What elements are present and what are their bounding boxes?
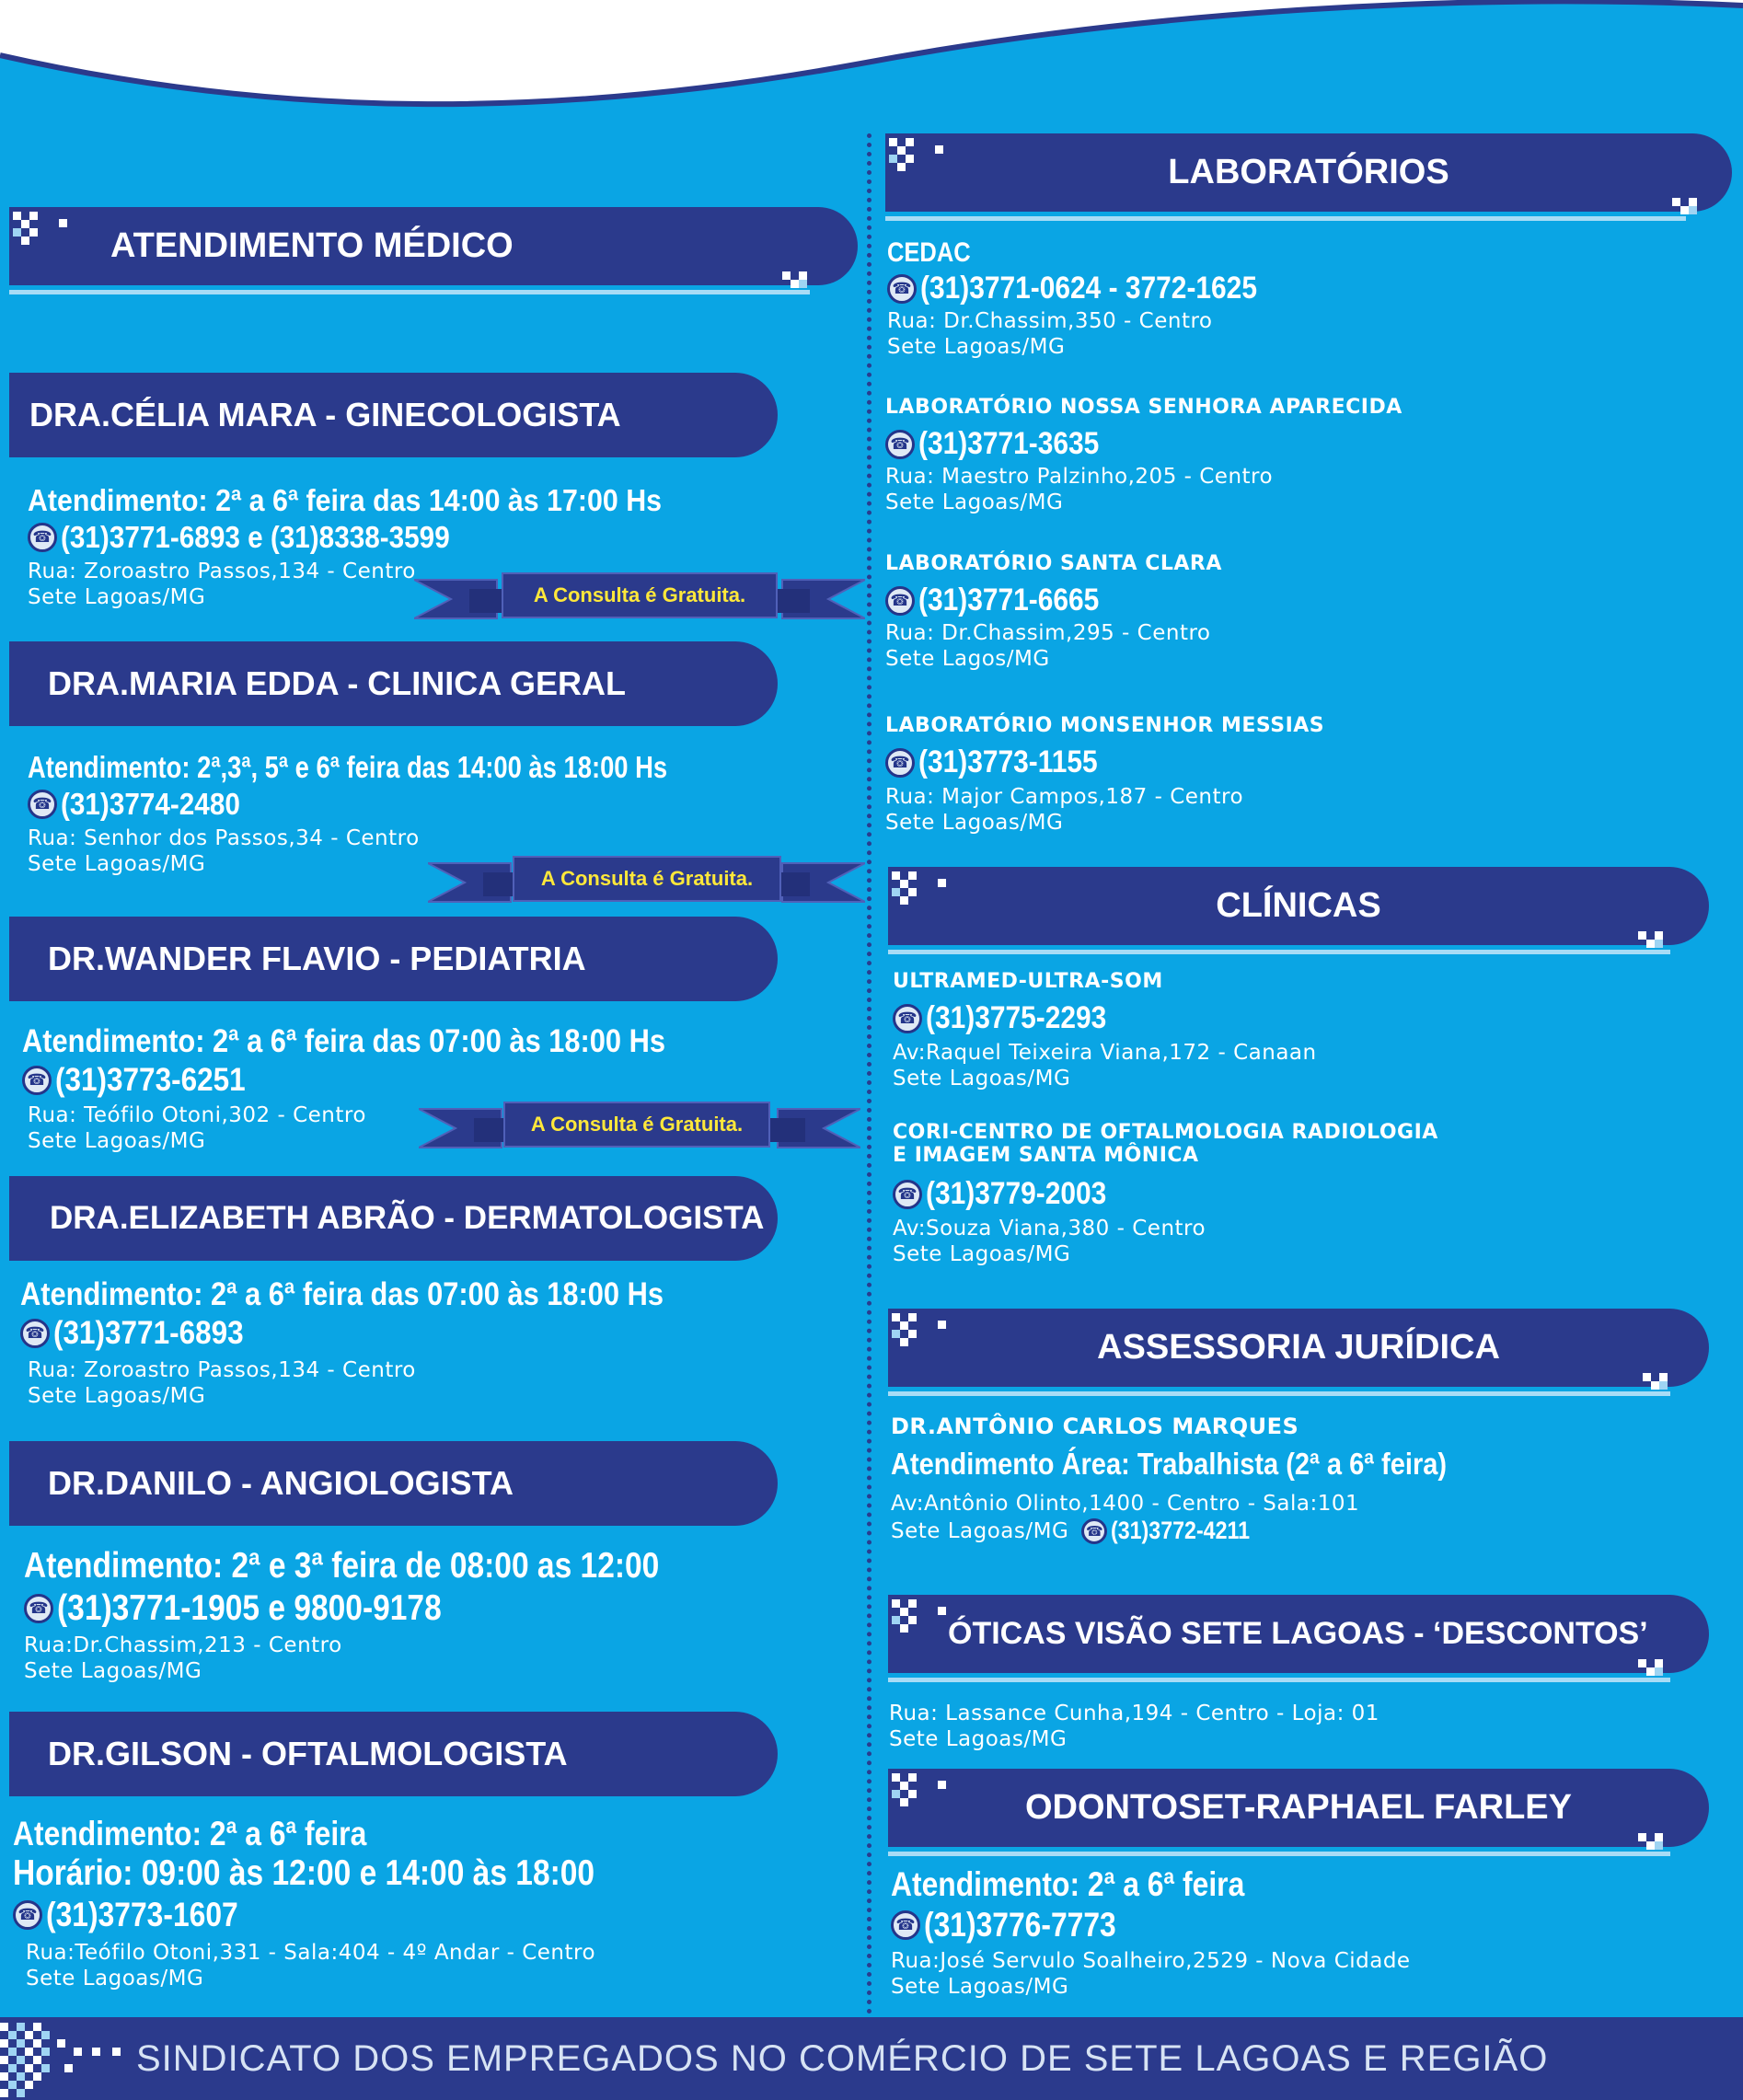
phone-icon: ☎ <box>22 1066 52 1095</box>
address-text: Rua: Zoroastro Passos,134 - Centro <box>28 1358 416 1382</box>
phone-number: (31)3771-1905 e 9800-9178 <box>57 1588 442 1628</box>
lab-info <box>885 396 1402 515</box>
city-text: Sete Lagoas/MG <box>893 1067 1071 1090</box>
doctor-banner <box>9 1441 778 1526</box>
address-text: Av:Antônio Olinto,1400 - Centro - Sala:101 <box>891 1492 1360 1516</box>
phone-number: (31)3771-6665 <box>918 583 1100 617</box>
attendance-text: Atendimento: 2ª a 6ª feira das 14:00 às 17:00 Hs <box>28 483 663 517</box>
phone-icon: ☎ <box>28 523 57 552</box>
city-text: Sete Lagoas/MG <box>26 1967 204 1990</box>
city-text: Sete Lagoas/MG <box>887 335 1066 359</box>
city-text: Sete Lagoas/MG <box>28 852 206 876</box>
free-consult-ribbon <box>428 854 865 911</box>
phone-number: (31)3779-2003 <box>926 1176 1107 1211</box>
top-wave-decoration <box>0 0 1743 147</box>
lab-name: LABORATÓRIO SANTA CLARA <box>885 552 1222 575</box>
section-title: ÓTICAS VISÃO SETE LAGOAS - ‘DESCONTOS’ <box>948 1616 1648 1651</box>
city-text: Sete Lagoas/MG <box>893 1242 1071 1266</box>
free-consult-ribbon <box>419 1100 860 1157</box>
phone-number: (31)3771-3635 <box>918 426 1100 461</box>
doctor-info <box>13 1815 689 1991</box>
phone-number: (31)3772-4211 <box>1111 1517 1251 1544</box>
free-consult-label: A Consulta é Gratuita. <box>503 1102 770 1148</box>
optics-info <box>889 1701 1379 1752</box>
section-title: ATENDIMENTO MÉDICO <box>110 226 514 265</box>
attendance-text: Atendimento: 2ª a 6ª feira das 07:00 às 18:00 Hs <box>22 1023 665 1059</box>
section-banner-assessoria-juridica <box>888 1309 1709 1387</box>
address-text: Rua: Major Campos,187 - Centro <box>885 785 1244 809</box>
doctor-name: DRA.CÉLIA MARA - GINECOLOGISTA <box>29 396 621 433</box>
doctor-name: DRA.MARIA EDDA - CLINICA GERAL <box>48 664 626 702</box>
address-text: Rua:José Servulo Soalheiro,2529 - Nova Cidade <box>891 1949 1411 1973</box>
attendance-text: Atendimento: 2ª a 6ª feira <box>891 1865 1245 1903</box>
section-title: CLÍNICAS <box>1216 886 1381 925</box>
city-text: Sete Lagoas/MG <box>28 585 206 609</box>
address-text: Rua: Dr.Chassim,350 - Centro <box>887 309 1213 333</box>
hours-text: Horário: 09:00 às 12:00 e 14:00 às 18:00 <box>13 1853 595 1893</box>
section-banner-laboratorios <box>885 133 1732 212</box>
section-banner-clinicas <box>888 867 1709 945</box>
city-text: Sete Lagoas/MG <box>891 1518 1069 1543</box>
attendance-text: Atendimento: 2ª a 6ª feira das 07:00 às 18:00 Hs <box>20 1276 664 1312</box>
lab-name: CEDAC <box>887 237 971 268</box>
free-consult-label: A Consulta é Gratuita. <box>513 856 781 902</box>
phone-icon: ☎ <box>885 586 915 616</box>
attendance-text: Atendimento: 2ª e 3ª feira de 08:00 as 12:00 <box>24 1546 660 1586</box>
address-text: Av:Raquel Teixeira Viana,172 - Canaan <box>893 1041 1317 1065</box>
doctor-name: DRA.ELIZABETH ABRÃO - DERMATOLOGISTA <box>50 1200 765 1236</box>
clinic-name-line2: E IMAGEM SANTA MÔNICA <box>893 1144 1199 1167</box>
address-text: Rua: Senhor dos Passos,34 - Centro <box>28 826 420 850</box>
city-text: Sete Lagoas/MG <box>889 1727 1068 1751</box>
phone-icon: ☎ <box>893 1004 922 1033</box>
phone-icon: ☎ <box>885 748 915 778</box>
phone-number: (31)3775-2293 <box>926 1000 1107 1035</box>
phone-icon: ☎ <box>20 1319 50 1348</box>
phone-icon: ☎ <box>28 790 57 819</box>
doctor-banner <box>9 373 778 457</box>
city-text: Sete Lagoas/MG <box>28 1384 206 1408</box>
lab-name: LABORATÓRIO MONSENHOR MESSIAS <box>885 714 1325 737</box>
phone-number: (31)3771-6893 e (31)8338-3599 <box>61 520 450 554</box>
phone-number: (31)3771-0624 - 3772-1625 <box>920 271 1257 306</box>
footer-text: SINDICATO DOS EMPREGADOS NO COMÉRCIO DE SETE LAGOAS E REGIÃO <box>136 2037 1549 2079</box>
city-text: Sete Lagos/MG <box>885 647 1050 671</box>
phone-icon: ☎ <box>891 1910 920 1940</box>
phone-icon: ☎ <box>24 1594 53 1623</box>
phone-icon: ☎ <box>885 430 915 459</box>
lab-info <box>885 714 1324 836</box>
lab-info <box>885 552 1222 672</box>
phone-number: (31)3773-6251 <box>55 1062 246 1098</box>
section-banner-odontoset <box>888 1769 1709 1847</box>
dental-info <box>891 1865 1411 2000</box>
phone-icon: ☎ <box>1081 1518 1107 1544</box>
address-text: Rua: Maestro Palzinho,205 - Centro <box>885 465 1274 489</box>
phone-icon: ☎ <box>13 1900 42 1930</box>
phone-icon: ☎ <box>893 1180 922 1209</box>
doctor-banner <box>9 1176 778 1261</box>
doctor-banner <box>9 641 778 726</box>
address-text: Rua: Teófilo Otoni,302 - Centro <box>28 1103 366 1127</box>
section-title: ASSESSORIA JURÍDICA <box>1097 1328 1500 1367</box>
city-text: Sete Lagoas/MG <box>885 490 1064 514</box>
phone-icon: ☎ <box>887 274 917 304</box>
doctor-banner <box>9 1712 778 1796</box>
column-divider <box>867 133 872 2015</box>
address-text: Rua: Lassance Cunha,194 - Centro - Loja: 01 <box>889 1702 1379 1725</box>
free-consult-ribbon <box>414 571 865 628</box>
free-consult-label: A Consulta é Gratuita. <box>502 572 778 618</box>
section-title: ODONTOSET-RAPHAEL FARLEY <box>1025 1788 1572 1827</box>
address-text: Rua: Dr.Chassim,295 - Centro <box>885 621 1211 645</box>
phone-number: (31)3773-1607 <box>46 1896 238 1933</box>
lawyer-name: DR.ANTÔNIO CARLOS MARQUES <box>891 1413 1299 1439</box>
clinic-info <box>893 1121 1438 1267</box>
doctor-name: DR.WANDER FLAVIO - PEDIATRIA <box>48 940 586 977</box>
attendance-text: Atendimento Área: Trabalhista (2ª a 6ª feira) <box>891 1447 1448 1481</box>
footer-bar <box>0 2017 1743 2100</box>
clinic-name: ULTRAMED-ULTRA-SOM <box>893 970 1163 993</box>
lab-info <box>887 237 1303 360</box>
city-text: Sete Lagoas/MG <box>24 1659 202 1683</box>
address-text: Rua: Zoroastro Passos,134 - Centro <box>28 560 416 583</box>
doctor-info <box>20 1276 751 1409</box>
attendance-text: Atendimento: 2ª,3ª, 5ª e 6ª feira das 14:00 às 18:00 Hs <box>28 750 668 784</box>
legal-info <box>891 1413 1522 1545</box>
doctor-name: DR.GILSON - OFTALMOLOGISTA <box>48 1735 568 1772</box>
clinic-name: CORI-CENTRO DE OFTALMOLOGIA RADIOLOGIA <box>893 1121 1438 1144</box>
section-title: LABORATÓRIOS <box>1168 153 1449 191</box>
doctor-banner <box>9 917 778 1001</box>
address-text: Rua:Teófilo Otoni,331 - Sala:404 - 4º Andar - Centro <box>26 1941 596 1965</box>
phone-number: (31)3776-7773 <box>924 1906 1116 1944</box>
clinic-info <box>893 970 1317 1091</box>
address-text: Rua:Dr.Chassim,213 - Centro <box>24 1633 342 1657</box>
city-text: Sete Lagoas/MG <box>885 811 1064 835</box>
section-banner-atendimento-medico <box>9 207 858 285</box>
section-banner-oticas <box>888 1595 1709 1673</box>
city-text: Sete Lagoas/MG <box>28 1129 206 1153</box>
address-text: Av:Souza Viana,380 - Centro <box>893 1217 1206 1240</box>
phone-number: (31)3773-1155 <box>918 744 1098 779</box>
city-text: Sete Lagoas/MG <box>891 1975 1069 1999</box>
phone-number: (31)3774-2480 <box>61 787 240 821</box>
phone-number: (31)3771-6893 <box>53 1315 244 1351</box>
attendance-text: Atendimento: 2ª a 6ª feira <box>13 1815 367 1852</box>
doctor-info <box>24 1546 763 1684</box>
doctor-name: DR.DANILO - ANGIOLOGISTA <box>48 1464 514 1502</box>
lab-name: LABORATÓRIO NOSSA SENHORA APARECIDA <box>885 396 1402 419</box>
